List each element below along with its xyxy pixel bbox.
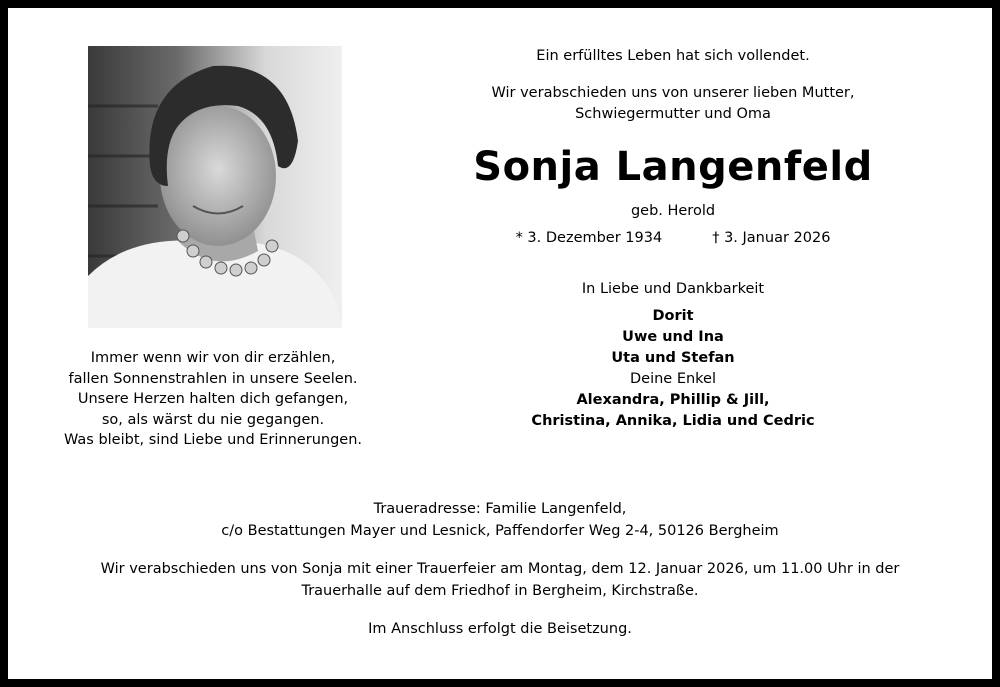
ceremony-text: [8, 558, 992, 602]
mourners-intro: In Liebe und Dankbarkeit: [581, 281, 765, 297]
birth-date: * 3. Dezember 1934: [515, 230, 663, 246]
intro-text: Ein erfülltes Leben hat sich vollendet.: [536, 48, 810, 64]
maiden-name: geb. Herold: [630, 203, 716, 219]
mourner: Uwe und Ina: [622, 329, 724, 345]
poem-line: Immer wenn wir von dir erzählen,: [90, 350, 336, 366]
mourner: Dorit: [652, 308, 694, 324]
death-date: † 3. Januar 2026: [712, 230, 831, 246]
address-line: Traueradresse: Familie Langenfeld,: [373, 501, 627, 517]
farewell-line: Wir verabschieden uns von unserer lieben Mutter,: [491, 85, 855, 101]
poem: [48, 348, 378, 451]
grandchildren-label: Deine Enkel: [629, 371, 717, 387]
poem-line: fallen Sonnenstrahlen in unsere Seelen.: [68, 370, 358, 387]
burial-text: Im Anschluss erfolgt die Beisetzung.: [368, 621, 632, 637]
deceased-name: Sonja Langenfeld: [473, 144, 873, 190]
poem-line: Was bleibt, sind Liebe und Erinnerungen.: [63, 432, 362, 448]
announcement: [418, 46, 928, 432]
address-line: c/o Bestattungen Mayer und Lesnick, Paffendorfer Weg 2-4, 50126 Bergheim: [221, 523, 779, 539]
ceremony-line: Trauerhalle auf dem Friedhof in Bergheim, Kirchstraße.: [301, 583, 699, 599]
mourner: Christina, Annika, Lidia und Cedric: [531, 413, 815, 429]
life-dates: [418, 228, 928, 249]
poem-line: so, als wärst du nie gegangen.: [101, 411, 325, 428]
obituary-card: [8, 8, 992, 679]
farewell-text: [418, 83, 928, 125]
mourner: Uta und Stefan: [611, 350, 735, 366]
mourners-list: [418, 306, 928, 432]
farewell-line: Schwiegermutter und Oma: [575, 106, 771, 122]
poem-line: Unsere Herzen halten dich gefangen,: [77, 391, 349, 407]
mourner: Alexandra, Phillip & Jill,: [576, 392, 770, 408]
portrait-photo-icon: [88, 46, 342, 328]
funeral-info: [8, 498, 992, 640]
ceremony-line: Wir verabschieden uns von Sonja mit einer Trauerfeier am Montag, dem 12. Januar 2026, um 11.00 Uhr in der: [100, 561, 900, 577]
